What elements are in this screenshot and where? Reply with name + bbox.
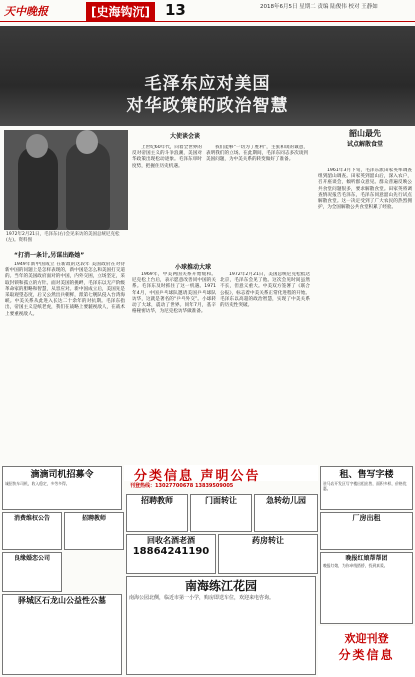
article-text: 1969年，中美两国关系开始缓和。尼克松上台后，表示愿意改善同中国的关系。毛泽东及时抓住了这一机遇。1971年4月，中国乒乓球队邀请美国乒乓球队访华，这就是著名的“乒乓外交”。小球转动了大球，震动了世界。同年7月，基辛格秘密访华，为尼克松访华做准备。 — [132, 272, 216, 315]
photo-head-left — [26, 134, 48, 158]
ad-phone: 18864241190 — [132, 546, 210, 557]
ad-driver-recruit — [2, 466, 122, 510]
photo-head-right — [76, 130, 98, 154]
ad-title: 驿城区石龙山公益性公墓 — [18, 596, 106, 605]
article-column-d — [132, 272, 216, 462]
article-column-e — [220, 272, 310, 462]
ad-cemetery — [2, 594, 122, 675]
article-text: 我们能够“一切为了胜利”，主张和谈的诚意，表明我们的立场。在此期间，毛泽东同志多次谈到美国问题，为中美关系的转变做好了准备。 — [206, 145, 308, 163]
article-text: 上世纪60年代，向着全世界的反对帝国主义的斗争浪潮，美国对华政策出现松动迹象。毛泽东审时度势，把握住历史机遇。 — [132, 145, 202, 169]
headline-line-2: 对华政策的政治智慧 — [126, 96, 289, 116]
headline-line-1: 毛泽东应对美国 — [144, 74, 271, 94]
article-column-c — [206, 145, 308, 255]
right-title: 韶山最先 — [349, 129, 381, 138]
photo-figure-right — [66, 142, 110, 230]
ad-liquor — [126, 534, 216, 574]
ad-title: 药房转让 — [252, 536, 284, 545]
ad-title: 消费维权公告 — [13, 515, 50, 522]
ad-title: 回收名酒老酒 — [147, 536, 195, 545]
ad-factory — [320, 512, 413, 550]
article-column-right — [318, 168, 412, 462]
article-text: 1949年新中国成立 在新政的这段年 美国政府在对待新中国的问题上是怎样表现的，新中国是怎么和美国打交道的。当年的美国政府面对的中国，内外交困，立场坚定，采取封锁和孤立的方针。面对美国的挑衅，毛泽东以无产阶级革命家的胆略和智慧，从容应对。新中国成立后，美国先是采取观望态度，后又公然出兵朝鲜，派第七舰队侵入台湾海峡。中美关系从此进入长达二十余年的对抗期。毛泽东指出，帝国主义是纸老虎，我们在战略上要藐视敌人，在战术上要重视敌人。 — [5, 262, 125, 317]
ad-consumer — [2, 512, 62, 550]
ad-kindergarten — [254, 494, 318, 532]
ad-title: 晚报红娘帮帮团 — [345, 555, 388, 562]
section-label: [史海钩沉] — [86, 2, 155, 21]
ad-title: 南海练江花园 — [184, 579, 257, 593]
ad-body: 晚报红娘，为你牵线搭桥，找到真爱。 — [323, 563, 388, 568]
page-number: 13 — [165, 1, 186, 19]
ad-body: 驻马店开发区写字楼出租出售，面积多样，价格优惠。 — [323, 481, 407, 491]
ad-title: 招聘教师 — [81, 515, 106, 522]
ad-marriage — [2, 552, 62, 592]
ad-matchmaker — [320, 552, 413, 624]
classified-title: 分类信息 声明公告 — [134, 469, 261, 484]
ad-title: 急转幼儿园 — [266, 496, 306, 505]
main-headline — [0, 73, 415, 117]
photo-figure-left — [18, 146, 58, 230]
ad-title: 租、售写字楼 — [339, 470, 394, 480]
ad-body: 诚招快车司机，收入稳定，多劳多得。 — [5, 481, 70, 486]
ad-title: 良缘婚恋公司 — [13, 555, 50, 562]
welcome-classified — [318, 626, 415, 677]
right-subtitle: 试点解散食堂 — [346, 141, 383, 148]
ad-real-estate — [126, 576, 316, 675]
welcome-line-1: 欢迎刊登 — [344, 632, 389, 645]
byline: 大使谈会谈 — [170, 133, 201, 140]
ad-title: 门面转让 — [205, 496, 237, 505]
ad-shop-transfer — [190, 494, 252, 532]
article-subhead: “打消一条计,另谋出路她” — [14, 252, 85, 259]
dateline: 2018年6月5日 星期二 责编 陆俊伟 校对 王静如 — [260, 4, 378, 10]
page-header — [0, 0, 415, 22]
article-text: 1961年3月下旬，毛泽东派田家英率调查组到韶山调查。田家英到韶山后，深入农户，召开座谈会，倾听群众意见。群众普遍反映公共食堂问题很多，要求解散食堂。田家英将调查情况报告毛泽东，毛泽东同意韶山先行试点解散食堂。这一决定受到了广大农民的热烈拥护，为全国解散公共食堂积累了经验。 — [318, 168, 412, 211]
ad-pharmacy — [218, 534, 318, 574]
ad-title: 厂房出租 — [352, 514, 381, 522]
photo-caption: 1972年2月21日，毛泽东(右)会见来访的美国总统尼克松(左)。资料图 — [6, 232, 120, 243]
classified-banner — [124, 465, 318, 484]
historical-photo — [4, 130, 128, 230]
welcome-line-2: 分类信息 — [338, 648, 395, 662]
ad-teacher-2 — [126, 494, 188, 532]
ad-title: 招聘教师 — [141, 496, 173, 505]
article-text: 1972年2月21日，美国总统尼克松抵达北京，毛泽东会见了他。这次会见时间虽然不长，但意义重大。中美双方签署了《联合公报》，标志着中美关系正常化进程的开始。毛泽东以高超的政治智慧，实现了中美关系的历史性突破。 — [220, 272, 310, 309]
newspaper-logo: 天中晚报 — [4, 5, 48, 18]
right-article-title — [318, 128, 412, 150]
ad-title: 滴滴司机招募令 — [30, 470, 94, 480]
ad-teacher — [64, 512, 124, 550]
ad-body: 南海公园北侧，临近市第一小学，购房即送车位，欢迎来电咨询。 — [129, 595, 275, 601]
ad-office-rent — [320, 466, 413, 510]
article-subhead: 小球推动大球 — [175, 264, 212, 271]
article-column-b — [132, 145, 202, 255]
article-column-a — [5, 262, 125, 462]
classified-phone: 刊登热线：13027700678 13839509005 — [130, 483, 234, 489]
